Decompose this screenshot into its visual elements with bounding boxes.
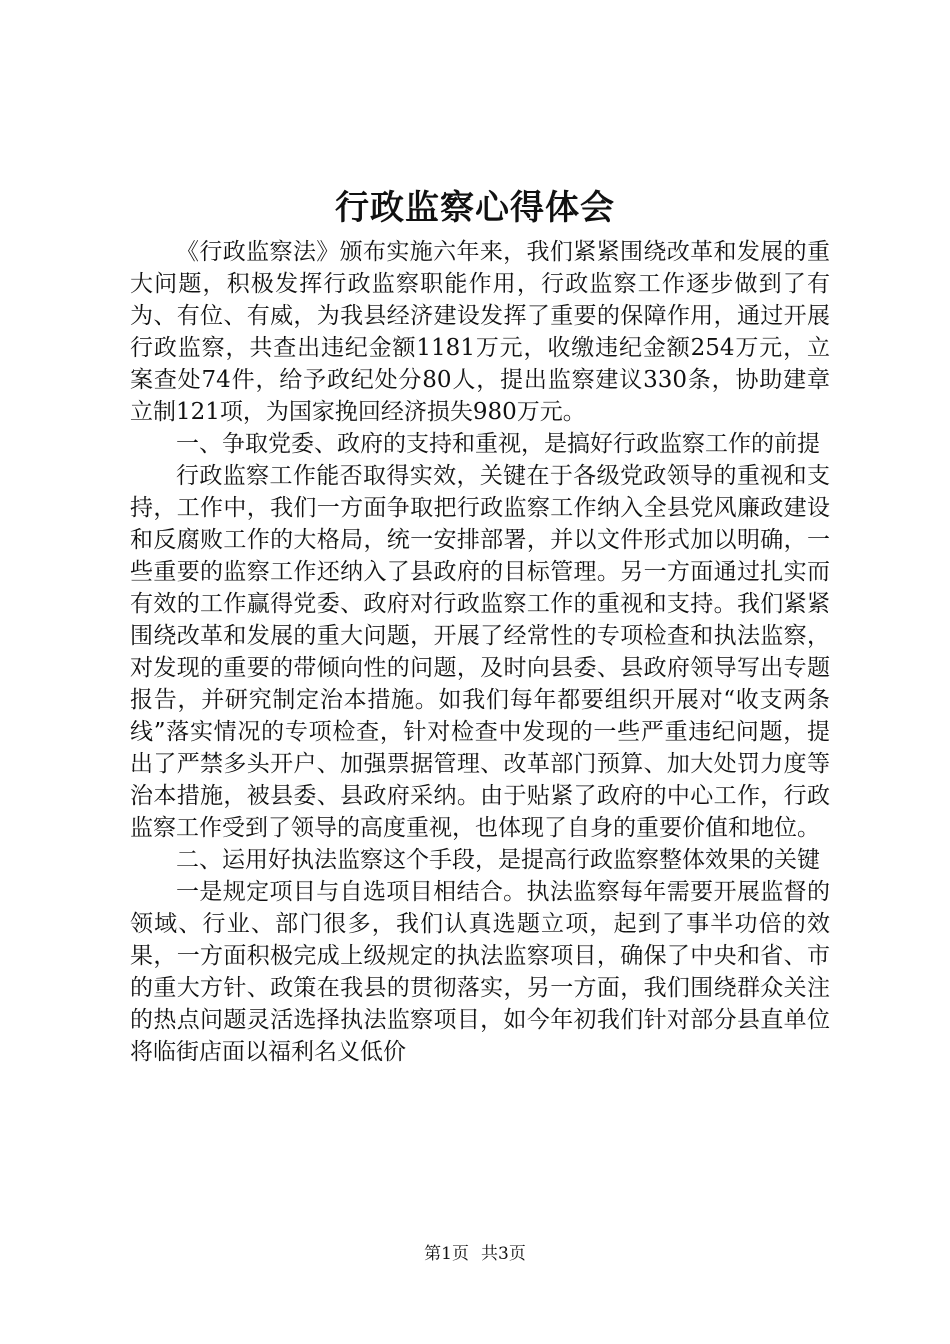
total-pages: 共3页 (481, 1244, 526, 1264)
page-number: 第1页 (424, 1244, 469, 1264)
section-1-paragraph: 行政监察工作能否取得实效，关键在于各级党政领导的重视和支持，工作中，我们一方面争取把行政监察工作纳入全县党风廉政建设和反腐败工作的大格局，统一安排部署，并以文件形式加以明确，一些重要的监察工作还纳入了县政府的目标管理。另一方面通过扎实而有效的工作赢得党委、政府对行政监察工作的重视和支持。我们紧紧围绕改革和发展的重大问题，开展了经常性的专项检查和执法监察，对发现的重要的带倾向性的问题，及时向县委、县政府领导写出专题报告，并研究制定治本措施。如我们每年都要组织开展对“收支两条线”落实情况的专项检查，针对检查中发现的一些严重违纪问题，提出了严禁多头开户、加强票据管理、改革部门预算、加大处罚力度等治本措施，被县委、县政府采纳。由于贴紧了政府的中心工作，行政监察工作受到了领导的高度重视，也体现了自身的重要价值和地位。 (130, 463, 830, 841)
section-heading-1: 一、争取党委、政府的支持和重视，是搞好行政监察工作的前提 (176, 431, 820, 457)
section-heading-2: 二、运用好执法监察这个手段，是提高行政监察整体效果的关键 (176, 847, 820, 873)
document-title: 行政监察心得体会 (335, 188, 615, 228)
section-2-paragraph: 一是规定项目与自选项目相结合。执法监察每年需要开展监督的领域、行业、部门很多，我们认真选题立项，起到了事半功倍的效果，一方面积极完成上级规定的执法监察项目，确保了中央和省、市的重大方针、政策在我县的贯彻落实，另一方面，我们围绕群众关注的热点问题灵活选择执法监察项目，如今年初我们针对部分县直单位将临街店面以福利名义低价 (130, 879, 830, 1065)
page-footer (0, 1243, 950, 1265)
document-body (130, 236, 830, 1068)
intro-paragraph: 《行政监察法》颁布实施六年来，我们紧紧围绕改革和发展的重大问题，积极发挥行政监察职能作用，行政监察工作逐步做到了有为、有位、有威，为我县经济建设发挥了重要的保障作用，通过开展行政监察，共查出违纪金额1181万元，收缴违纪金额254万元，立案查处74件，给予政纪处分80人，提出监察建议330条，协助建章立制121项，为国家挽回经济损失980万元。 (130, 239, 830, 425)
